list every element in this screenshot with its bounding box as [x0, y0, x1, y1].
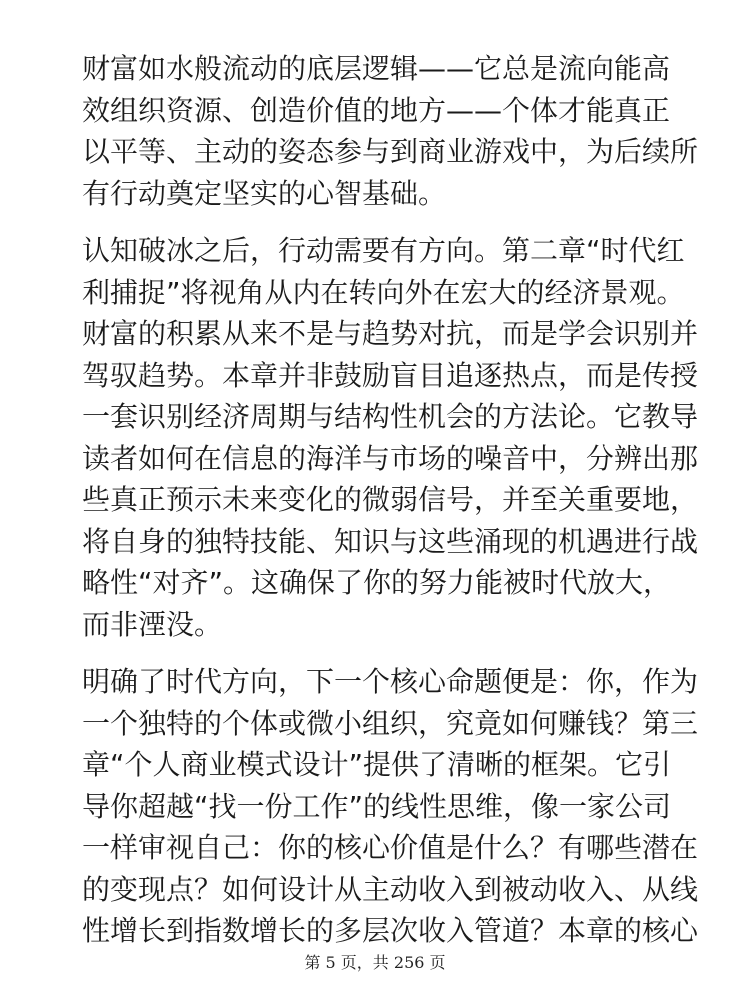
- paragraph: [82, 661, 699, 952]
- text-line: 的变现点？如何设计从主动收入到被动收入、从线: [82, 872, 699, 906]
- text-line: 一样审视自己：你的核心价值是什么？有哪些潜在: [82, 831, 699, 864]
- text-line: 一套识别经济周期与结构性机会的方法论。它教导: [82, 400, 699, 433]
- text-line: 而非湮没。: [82, 607, 223, 641]
- text-line: 一个独特的个体或微小组织，究竟如何赚钱？第三: [82, 706, 699, 740]
- text-line: 有行动奠定坚实的心智基础。: [82, 176, 447, 210]
- text-line: 性增长到指数增长的多层次收入管道？本章的核心: [82, 914, 699, 947]
- page-body: [82, 48, 699, 968]
- text-line: 驾驭趋势。本章并非鼓励盲目追逐热点，而是传授: [82, 358, 699, 392]
- text-line: 读者如何在信息的海洋与市场的噪音中，分辨出那: [82, 441, 699, 475]
- text-line: 些真正预示未来变化的微弱信号，并至关重要地，: [82, 483, 699, 516]
- text-line: 效组织资源、创造价值的地方——个体才能真正: [82, 93, 671, 127]
- paragraph: [82, 48, 699, 214]
- text-line: 明确了时代方向，下一个核心命题便是：你，作为: [82, 665, 699, 698]
- text-line: 章“个人商业模式设计”提供了清晰的框架。它引: [82, 748, 672, 781]
- text-line: 财富如水般流动的底层逻辑——它总是流向能高: [82, 52, 671, 85]
- page-number-footer: 第 5 页，共 256 页: [304, 953, 446, 972]
- text-line: 略性“对齐”。这确保了你的努力能被时代放大，: [82, 566, 672, 599]
- text-line: 以平等、主动的姿态参与到商业游戏中，为后续所: [82, 135, 699, 168]
- text-line: 导你超越“找一份工作”的线性思维，像一家公司: [82, 789, 672, 823]
- text-line: 认知破冰之后，行动需要有方向。第二章“时代红: [82, 234, 685, 267]
- text-line: 利捕捉”将视角从内在转向外在宏大的经济景观。: [82, 275, 685, 309]
- text-line: 将自身的独特技能、知识与这些涌现的机遇进行战: [82, 524, 699, 558]
- text-line: 财富的积累从来不是与趋势对抗，而是学会识别并: [82, 317, 699, 350]
- paragraph: [82, 230, 699, 645]
